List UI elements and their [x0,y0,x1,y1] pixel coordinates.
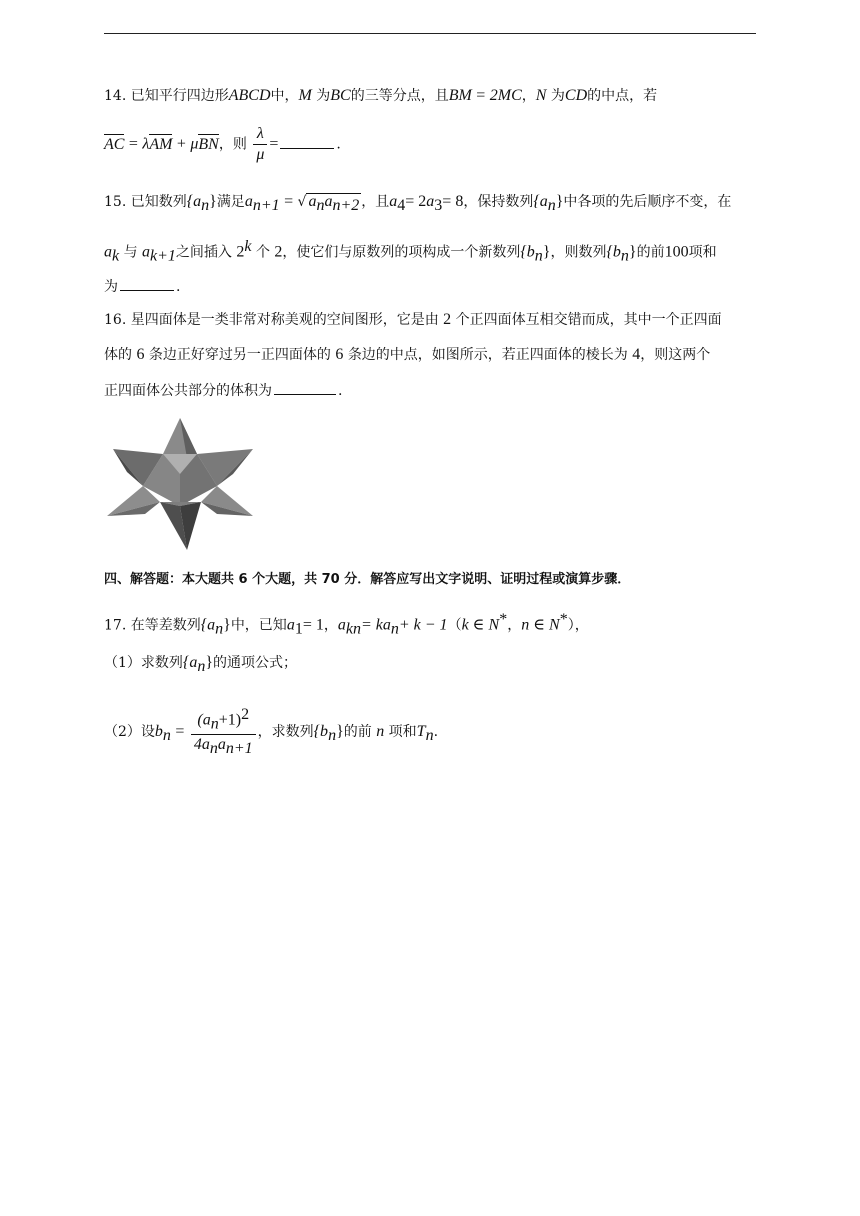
q15-line-1: 15. 已知数列$\{a_n\}$满足$a_{n+1}$ = √ $a_na_{n+2}$ ，且$a_4= 2a_3= 8$，保持数列$\{a_n\}$中各项的先后顺序不变，在 [104,193,732,214]
q17-line-1: 17. 在等差数列$\{a_n\}$中，已知$a_1= 1$，$a_{kn}= ka_n+ k - 1(k$ ∈ N*，n ∈ N*）， [104,611,589,638]
lambda-over-mu-fraction: $\frac{\lambda}{\mu}$ [253,124,267,165]
q14-line-2: AC = λAM + μBN，则 $\frac{\lambda}{\mu}$ = . [104,125,341,163]
answer-blank[interactable] [274,380,336,395]
q16-line-1: 16. 星四面体是一类非常对称美观的空间图形，它是由 2 个正四面体互相交错而成，其中一个正四面 [104,311,722,328]
answer-blank[interactable] [280,134,334,149]
q16-line-3: 正四面体公共部分的体积为 . [104,380,342,401]
answer-blank[interactable] [120,276,174,291]
q14-line-1: 14. 已知平行四边形ABCD中，M 为BC的三等分点，且BM = 2MC，N 为CD的中点，若 [104,87,658,104]
star-tetrahedron-figure [105,416,255,552]
q17-part-1: （1）求数列$\{a_n\}$的通项公式； [104,654,298,675]
q15-line-2: $a_k$ 与 $a_{k+1}$之间插入 2$^k$ 个 2，使它们与原数列的项构成一个新数列$\{b_n\}$，则数列$\{b_n\}$的前100项和 [104,238,717,265]
header-rule [104,33,756,34]
bn-fraction: $\frac{(a_n+1)^2}{4a_na_{n+1}}$ [191,705,256,759]
section-4-heading: 四、解答题：本大题共 6 个大题，共 70 分．解答应写出文字说明、证明过程或演算步骤． [104,572,631,587]
q17-part-2: （2）设$b_n$ = $\frac{(a_n+1)^2}{4a_na_{n+1}}$ ，求数列$\{b_n\}$的前 n 项和$T_n$. [104,706,439,758]
q16-line-2: 体的 6 条边正好穿过另一正四面体的 6 条边的中点，如图所示，若正四面体的棱长为 4，则这两个 [104,346,711,363]
q15-line-3: 为 . [104,276,180,297]
